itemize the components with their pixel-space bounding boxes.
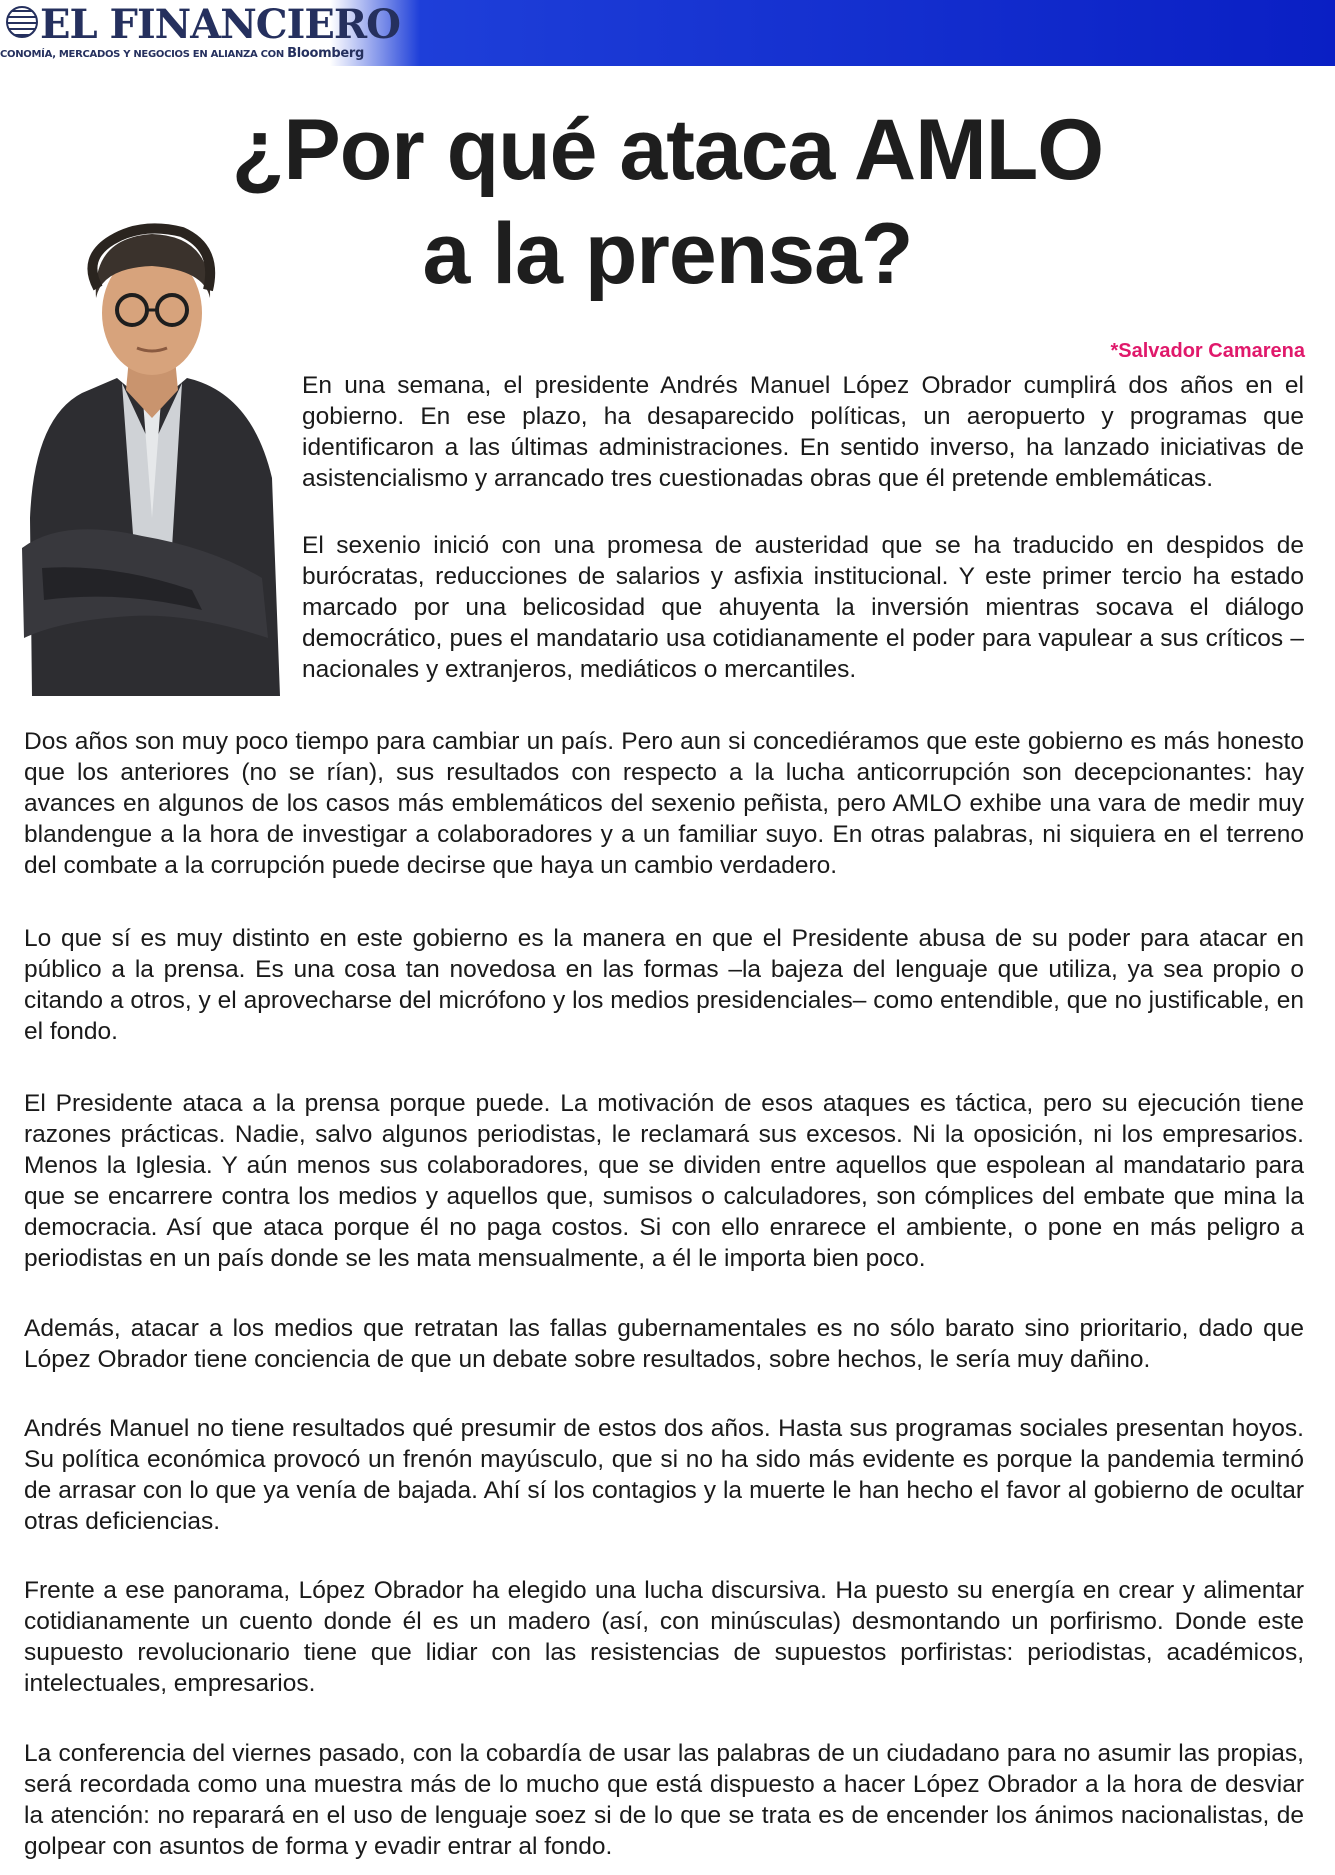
paragraph-5: El Presidente ataca a la prensa porque puede. La motivación de esos ataques es táctica, pero su ejecución tiene razones prácticas. Nadie, salvo algunos periodistas, le reclamará sus excesos. Ni la oposición, ni los empresarios. Menos la Iglesia. Y aún menos sus colaboradores, que se dividen entre aquellos que espolean al mandatario para que se encarrere contra los medios y aquellos que, sumisos o calculadores, son cómplices del embate que mina la democracia. Así que ataca porque él no paga costos. Si con ello enrarece el ambiente, o pone en más peligro a periodistas en un país donde se les mata mensualmente, a él le importa bien poco.	[24, 1090, 1304, 1272]
paragraph-7: Andrés Manuel no tiene resultados qué presumir de estos dos años. Hasta sus programas sociales presentan hoyos. Su política económica provocó un frenón mayúsculo, que si no ha sido más evidente es porque la pandemia terminó de arrasar con lo que ya venía de bajada. Ahí sí los contagios y la muerte le han hecho el favor al gobierno de ocultar otras deficiencias.	[24, 1415, 1304, 1535]
author-byline: *Salvador Camarena	[1110, 340, 1305, 362]
author-photo	[22, 218, 284, 696]
brand-logo[interactable]: EL FINANCIERO	[40, 1, 400, 48]
paragraph-2: El sexenio inició con una promesa de austeridad que se ha traducido en despidos de burócratas, reducciones de salarios y asfixia institucional. Y este primer tercio ha estado marcado por una belicosidad que ahuyenta la inversión mientras socava el diálogo democrático, pues el mandatario usa cotidianamente el poder para vapulear a sus críticos –nacionales y extranjeros, mediáticos o mercantiles.	[302, 532, 1304, 683]
masthead	[0, 0, 1335, 66]
partner-name: Bloomberg	[287, 46, 365, 61]
title-line-1: ¿Por qué ataca AMLO	[231, 102, 1104, 198]
paragraph-1: En una semana, el presidente Andrés Manuel López Obrador cumplirá dos años en el gobierno. En ese plazo, ha desaparecido políticas, un aeropuerto y programas que identificaron a las últimas administraciones. En sentido inverso, ha lanzado iniciativas de asistencialismo y arrancado tres cuestionadas obras que él pretende emblemáticas.	[302, 372, 1304, 492]
tagline-text: CONOMÍA, MERCADOS Y NEGOCIOS EN ALIANZA CON	[0, 49, 284, 60]
paragraph-6: Además, atacar a los medios que retratan las fallas gubernamentales es no sólo barato sino prioritario, dado que López Obrador tiene conciencia de que un debate sobre resultados, sobre hechos, le sería muy dañino.	[24, 1315, 1304, 1373]
paragraph-8: Frente a ese panorama, López Obrador ha elegido una lucha discursiva. Ha puesto su energía en crear y alimentar cotidianamente un cuento donde él es un madero (así, con minúsculas) desmontando un porfirismo. Donde este supuesto revolucionario tiene que lidiar con las resistencias de supuestos porfiristas: periodistas, académicos, intelectuales, empresarios.	[24, 1577, 1304, 1697]
paragraph-3: Dos años son muy poco tiempo para cambiar un país. Pero aun si concediéramos que este gobierno es más honesto que los anteriores (no se rían), sus resultados con respecto a la lucha anticorrupción son decepcionantes: hay avances en algunos de los casos más emblemáticos del sexenio peñista, pero AMLO exhibe una vara de medir muy blandengue a la hora de investigar a colaboradores y a un familiar suyo. En otras palabras, ni siquiera en el terreno del combate a la corrupción puede decirse que haya un cambio verdadero.	[24, 728, 1304, 879]
globe-logo-icon	[6, 6, 38, 38]
paragraph-9: La conferencia del viernes pasado, con la cobardía de usar las palabras de un ciudadano para no asumir las propias, será recordada como una muestra más de lo mucho que está dispuesto a hacer López Obrador a la hora de desviar la atención: no reparará en el uso de lenguaje soez si de lo que se trata es de encender los ánimos nacionalistas, de golpear con asuntos de forma y evadir entrar al fondo.	[24, 1740, 1304, 1860]
title-line-2: a la prensa?	[422, 206, 913, 302]
paragraph-4: Lo que sí es muy distinto en este gobierno es la manera en que el Presidente abusa de su poder para atacar en público a la prensa. Es una cosa tan novedosa en las formas –la bajeza del lenguaje que utiliza, ya sea propio o citando a otros, y el aprovecharse del micrófono y los medios presidenciales– como entendible, que no justificable, en el fondo.	[24, 925, 1304, 1045]
brand-tagline	[0, 46, 364, 61]
